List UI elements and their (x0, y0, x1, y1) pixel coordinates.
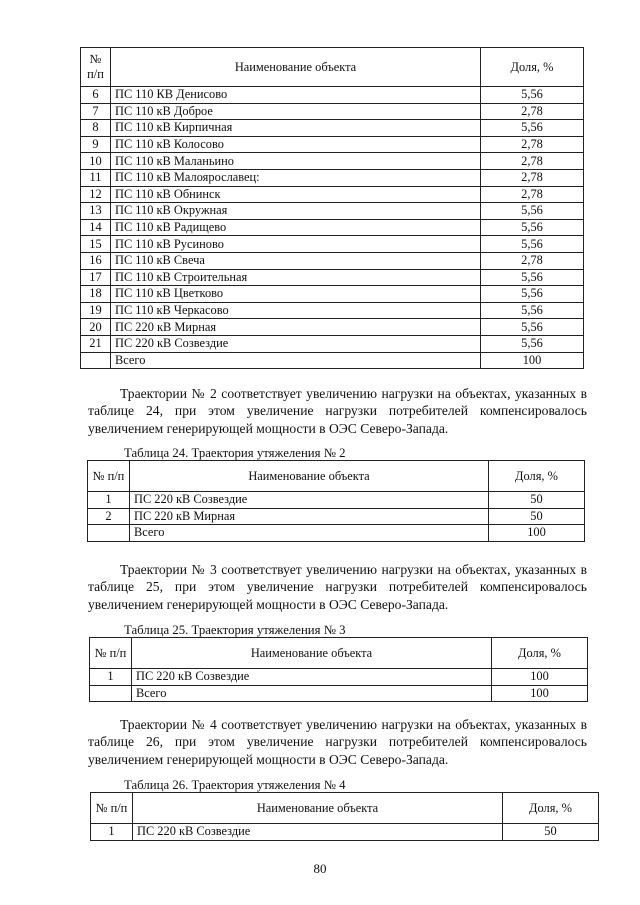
paragraph-trajectory-2: Траектории № 2 соответствует увеличению нагрузки на объектах, указанных в таблице 24, при этом увеличение нагрузки потребителей компенсировалось увеличением генерирующей мощности в ОЭС Северо-Запада. (88, 386, 587, 436)
row-share: 5,56 (481, 219, 584, 236)
row-num: 19 (81, 302, 111, 319)
table-row (81, 120, 584, 137)
row-num: 18 (81, 286, 111, 303)
table-row (81, 186, 584, 203)
row-share: 2,78 (481, 252, 584, 269)
header-share: Доля, % (503, 793, 599, 824)
table-row (81, 302, 584, 319)
table-26 (90, 792, 599, 841)
row-name: ПС 220 кВ Созвездие (132, 669, 492, 686)
table-row (88, 508, 585, 525)
table-row (81, 286, 584, 303)
row-num: 6 (81, 87, 111, 104)
table-row (81, 203, 584, 220)
table-row (90, 669, 588, 686)
row-num: 8 (81, 120, 111, 137)
table-row (81, 103, 584, 120)
row-name: ПС 110 кВ Черкасово (111, 302, 481, 319)
header-share: Доля, % (481, 48, 584, 87)
row-share: 5,56 (481, 286, 584, 303)
table-24 (87, 460, 585, 542)
row-num: 11 (81, 169, 111, 186)
row-num: 15 (81, 236, 111, 253)
row-share: 2,78 (481, 103, 584, 120)
row-num: 14 (81, 219, 111, 236)
row-name: ПС 110 КВ Денисово (111, 87, 481, 104)
row-share: 5,56 (481, 269, 584, 286)
table-row (81, 219, 584, 236)
table-23 (80, 47, 584, 369)
table-header-row (90, 638, 588, 669)
total-share: 100 (489, 525, 585, 542)
row-num: 7 (81, 103, 111, 120)
table-row (81, 319, 584, 336)
row-name: ПС 220 кВ Мирная (130, 508, 489, 525)
table-25 (89, 637, 588, 702)
row-num: 17 (81, 269, 111, 286)
table-row (81, 87, 584, 104)
total-label: Всего (132, 685, 492, 702)
row-num: 1 (91, 824, 133, 841)
table-row (81, 169, 584, 186)
row-name: ПС 110 кВ Русиново (111, 236, 481, 253)
row-share: 2,78 (481, 186, 584, 203)
table-24-body (88, 492, 585, 525)
table-25-body (90, 669, 588, 686)
row-share: 2,78 (481, 169, 584, 186)
table-row (81, 236, 584, 253)
row-name: ПС 110 кВ Строительная (111, 269, 481, 286)
row-name: ПС 110 кВ Кирпичная (111, 120, 481, 137)
table-26-caption: Таблица 26. Траектория утяжеления № 4 (124, 778, 346, 792)
row-share: 5,56 (481, 302, 584, 319)
row-name: ПС 110 кВ Обнинск (111, 186, 481, 203)
row-share: 5,56 (481, 236, 584, 253)
table-23-body (81, 87, 584, 353)
total-label: Всего (111, 352, 481, 369)
row-num: 2 (88, 508, 130, 525)
row-name: ПС 220 кВ Мирная (111, 319, 481, 336)
row-share: 5,56 (481, 87, 584, 104)
row-share: 50 (503, 824, 599, 841)
row-name: ПС 110 кВ Свеча (111, 252, 481, 269)
table-row (81, 335, 584, 352)
row-name: ПС 220 кВ Созвездие (111, 335, 481, 352)
header-name: Наименование объекта (111, 48, 481, 87)
total-share: 100 (492, 685, 588, 702)
row-share: 2,78 (481, 153, 584, 170)
row-name: ПС 110 кВ Малоярославец: (111, 169, 481, 186)
row-num: 21 (81, 335, 111, 352)
table-row (81, 153, 584, 170)
row-share: 50 (489, 508, 585, 525)
total-share: 100 (481, 352, 584, 369)
row-name: ПС 220 кВ Созвездие (130, 492, 489, 509)
header-num: № п/п (91, 793, 133, 824)
header-name: Наименование объекта (130, 461, 489, 492)
header-name: Наименование объекта (132, 638, 492, 669)
row-share: 5,56 (481, 319, 584, 336)
table-header-row (81, 48, 584, 87)
row-name: ПС 220 кВ Созвездие (133, 824, 503, 841)
total-label: Всего (130, 525, 489, 542)
row-name: ПС 110 кВ Окружная (111, 203, 481, 220)
table-row (88, 492, 585, 509)
paragraph-trajectory-3: Траектории № 3 соответствует увеличению нагрузки на объектах, указанных в таблице 25, при этом увеличение нагрузки потребителей компенсировалось увеличением генерирующей мощности в ОЭС Северо-Запада. (88, 562, 587, 612)
row-name: ПС 110 кВ Маланьино (111, 153, 481, 170)
table-row (91, 824, 599, 841)
header-name: Наименование объекта (133, 793, 503, 824)
table-header-row (88, 461, 585, 492)
page-number: 80 (313, 861, 327, 876)
header-share: Доля, % (489, 461, 585, 492)
row-name: ПС 110 кВ Доброе (111, 103, 481, 120)
table-total-row (81, 352, 584, 369)
row-share: 5,56 (481, 120, 584, 137)
row-name: ПС 110 кВ Радищево (111, 219, 481, 236)
row-num: 9 (81, 136, 111, 153)
row-num: 20 (81, 319, 111, 336)
table-row (81, 269, 584, 286)
row-name: ПС 110 кВ Цветково (111, 286, 481, 303)
table-26-body (91, 824, 599, 841)
paragraph-trajectory-4: Траектории № 4 соответствует увеличению нагрузки на объектах, указанных в таблице 26, при этом увеличение нагрузки потребителей компенсировалось увеличением генерирующей мощности в ОЭС Северо-Запада. (88, 717, 587, 767)
row-num: 10 (81, 153, 111, 170)
row-share: 5,56 (481, 335, 584, 352)
table-row (81, 252, 584, 269)
header-share: Доля, % (492, 638, 588, 669)
row-num: 1 (90, 669, 132, 686)
header-num: № п/п (88, 461, 130, 492)
row-num: 13 (81, 203, 111, 220)
header-num: № п/п (90, 638, 132, 669)
row-share: 100 (492, 669, 588, 686)
table-total-row (90, 685, 588, 702)
table-25-caption: Таблица 25. Траектория утяжеления № 3 (124, 623, 346, 637)
table-row (81, 136, 584, 153)
header-num: № п/п (81, 48, 111, 87)
row-share: 5,56 (481, 203, 584, 220)
table-header-row (91, 793, 599, 824)
table-24-caption: Таблица 24. Траектория утяжеления № 2 (124, 446, 346, 460)
row-name: ПС 110 кВ Колосово (111, 136, 481, 153)
row-num: 16 (81, 252, 111, 269)
row-num: 12 (81, 186, 111, 203)
row-num: 1 (88, 492, 130, 509)
table-total-row (88, 525, 585, 542)
row-share: 50 (489, 492, 585, 509)
row-share: 2,78 (481, 136, 584, 153)
